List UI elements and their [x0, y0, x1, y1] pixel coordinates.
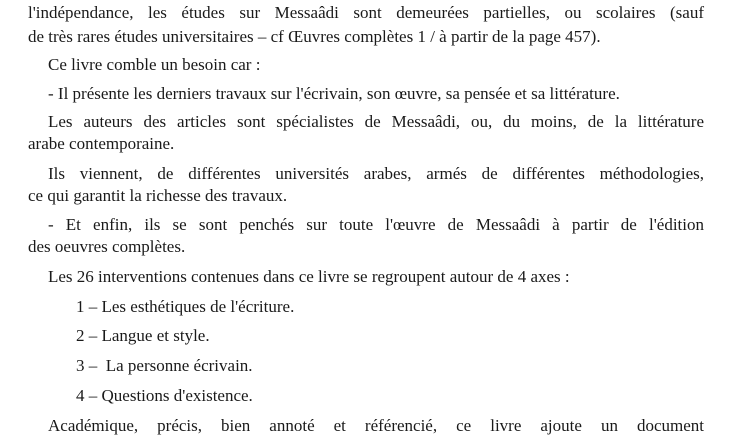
- list-item-3: 3 – La personne écrivain.: [76, 356, 253, 375]
- text-line-2: de très rares études universitaires – cf Œuvres complètes 1 / à partir de la page 457).: [28, 27, 601, 46]
- text-line-1: l'indépendance, les études sur Messaâdi sont demeurées partielles, ou scolaires (sauf: [28, 3, 704, 22]
- text-line-16: Académique, précis, bien annoté et référencié, ce livre ajoute un document: [48, 416, 704, 435]
- text-line-3: Ce livre comble un besoin car :: [48, 55, 261, 74]
- text-line-8: ce qui garantit la richesse des travaux.: [28, 186, 288, 205]
- text-line-10: des oeuvres complètes.: [28, 237, 186, 256]
- list-item-1: 1 – Les esthétiques de l'écriture.: [76, 297, 295, 316]
- list-item-2: 2 – Langue et style.: [76, 326, 210, 345]
- list-item-4: 4 – Questions d'existence.: [76, 386, 253, 405]
- text-line-5: Les auteurs des articles sont spécialistes de Messaâdi, ou, du moins, de la littérature: [48, 112, 704, 131]
- text-line-9: - Et enfin, ils se sont penchés sur toute l'œuvre de Messaâdi à partir de l'édition: [48, 215, 704, 234]
- text-line-4: - Il présente les derniers travaux sur l'écrivain, son œuvre, sa pensée et sa littérature.: [48, 84, 620, 103]
- text-line-6: arabe contemporaine.: [28, 134, 175, 153]
- text-line-11: Les 26 interventions contenues dans ce livre se regroupent autour de 4 axes :: [48, 267, 570, 286]
- text-line-7: Ils viennent, de différentes universités arabes, armés de différentes méthodologies,: [48, 164, 704, 183]
